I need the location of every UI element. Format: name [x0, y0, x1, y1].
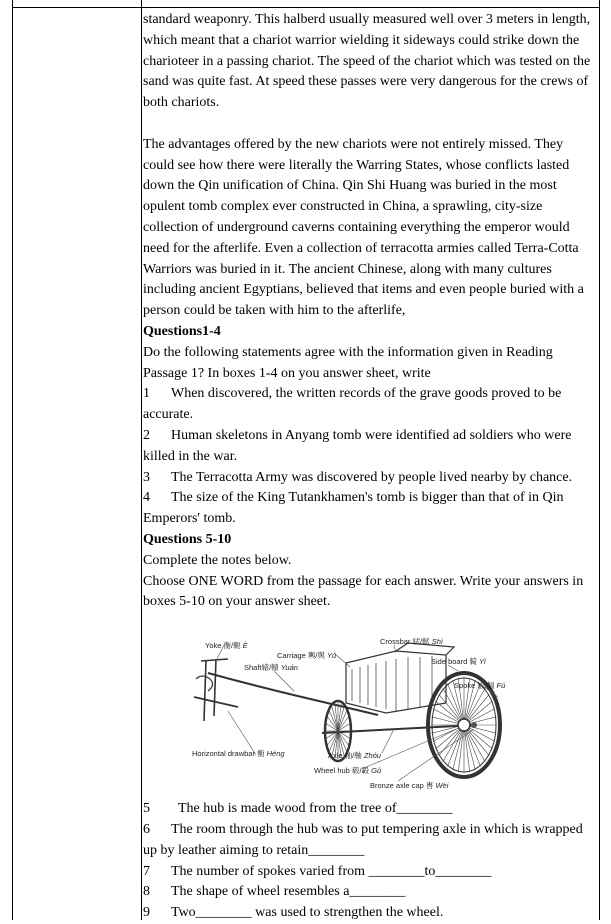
- question-number: 9: [143, 905, 150, 921]
- question-number: 2: [143, 427, 150, 443]
- question-text: Emperors' tomb.: [143, 511, 236, 527]
- question-number: 1: [143, 386, 150, 402]
- instruction-line: Choose ONE WORD from the passage for each answer. Write your answers in: [143, 573, 584, 589]
- question-number: 6: [143, 821, 150, 837]
- label-yoke: Yoke 衡/軛 È: [205, 641, 248, 651]
- question-item: [143, 799, 595, 820]
- paragraph-halberd: [143, 10, 595, 114]
- shaft-shape: [208, 673, 378, 715]
- instruction-line: Complete the notes below.: [143, 552, 292, 568]
- label-shaft: Shaft辕/轅 Yuán: [244, 663, 298, 673]
- text-line: collection of underground caverns containing everything the emperor would: [143, 219, 570, 235]
- table-right-border: [599, 0, 600, 920]
- text-line: Warriors was buried in it. The ancient Chinese, along with many cultures: [143, 261, 552, 277]
- question-text: The shape of wheel resembles a________: [171, 884, 406, 900]
- label-axle: Axle 轴/軸 Zhóu: [328, 751, 381, 761]
- chariot-diagram: [146, 621, 541, 793]
- paragraph-qin-tomb: [143, 135, 595, 322]
- label-wheel-hub: Wheel hub 毂/轂 Gǔ: [314, 766, 382, 776]
- label-crossbar: Crossbar 轼/軾 Shì: [380, 637, 443, 647]
- table-left-border: [12, 0, 13, 920]
- axle-shape: [322, 725, 476, 733]
- question-item: [143, 882, 595, 903]
- text-line: both chariots.: [143, 95, 220, 111]
- wheel-hub-shape: [458, 719, 470, 731]
- text-line: charioteer in a passing chariot. The speed of the chariot which was tested on the: [143, 53, 591, 69]
- question-item: [143, 488, 595, 530]
- table-column-divider: [141, 0, 142, 920]
- question-item: [143, 862, 595, 883]
- question-text: The room through the hub was to put tempering axle in which is wrapped: [171, 821, 583, 837]
- question-item: [143, 384, 595, 426]
- text-line: which meant that a chariot warrior wielding it sideways could strike down the: [143, 32, 580, 48]
- question-text: accurate.: [143, 407, 194, 423]
- question-text: The Terracotta Army was discovered by people lived nearby by chance.: [171, 469, 573, 485]
- question-text: When discovered, the written records of the grave goods proved to be: [171, 386, 562, 402]
- question-number: 5: [143, 801, 150, 817]
- label-carriage: Carriage 輿/舆 Yú: [277, 651, 337, 661]
- question-text: The size of the King Tutankhamen's tomb is bigger than that of in Qin: [171, 490, 564, 506]
- instruction-line: boxes 5-10 on your answer sheet.: [143, 594, 331, 610]
- text-line: standard weaponry. This halberd usually measured well over 3 meters in length,: [143, 12, 591, 27]
- instruction-line: Passage 1? In boxes 1-4 on you answer sheet, write: [143, 365, 431, 381]
- question-item: [143, 468, 595, 489]
- text-line: including ancient Egyptians, believed that items and even people buried with a: [143, 282, 584, 298]
- question-text: The number of spokes varied from ________to________: [171, 863, 492, 879]
- drawbar-shape: [194, 697, 238, 707]
- question-item: [143, 820, 595, 862]
- question-text: Two________ was used to strengthen the wheel.: [171, 905, 444, 921]
- passage-content: [143, 10, 595, 924]
- question-text: The hub is made wood from the tree of________: [178, 801, 453, 817]
- text-line: person could be taken with him to the afterlife,: [143, 303, 406, 319]
- instruction-line: Do the following statements agree with the information given in Reading: [143, 344, 553, 360]
- question-number: 3: [143, 469, 150, 485]
- yoke-shape: [201, 659, 228, 721]
- question-item: [143, 426, 595, 468]
- label-bronze-axle-cap: Bronze axle cap 軎 Wèi: [370, 781, 449, 791]
- text-line: could see how there were literally the Warring States, whose conflicts lasted: [143, 157, 570, 173]
- label-side-board: Side board 輢 Yǐ: [431, 657, 486, 667]
- question-text: killed in the war.: [143, 448, 238, 464]
- question-number: 8: [143, 884, 150, 900]
- questions-1-4-heading: Questions1-4: [143, 323, 221, 339]
- table-top-border: [12, 7, 600, 8]
- question-text: Human skeletons in Anyang tomb were identified ad soldiers who were: [171, 427, 572, 443]
- question-number: 4: [143, 490, 150, 506]
- label-spoke: Spoke 辐/輻 Fú: [454, 681, 506, 691]
- question-text: up by leather aiming to retain________: [143, 842, 365, 858]
- text-line: The advantages offered by the new chariots were not entirely missed. They: [143, 136, 564, 152]
- question-item: [143, 903, 595, 924]
- axle-cap-shape: [471, 722, 477, 728]
- text-line: need for the afterlife. Even a collection of terracotta armies called Terra-Cotta: [143, 240, 579, 256]
- question-number: 7: [143, 863, 150, 879]
- questions-5-10-heading: Questions 5-10: [143, 531, 232, 547]
- text-line: sand was quite fast. At speed these passes were very dangerous for the crews of: [143, 74, 589, 90]
- label-horizontal-drawbar: Horizontal drawbar 衡 Héng: [192, 749, 285, 759]
- text-line: down the Qin unification of China. Qin Shi Huang was buried in the most: [143, 178, 557, 194]
- text-line: opulent tomb complex ever constructed in China, a sprawling, city-size: [143, 199, 543, 215]
